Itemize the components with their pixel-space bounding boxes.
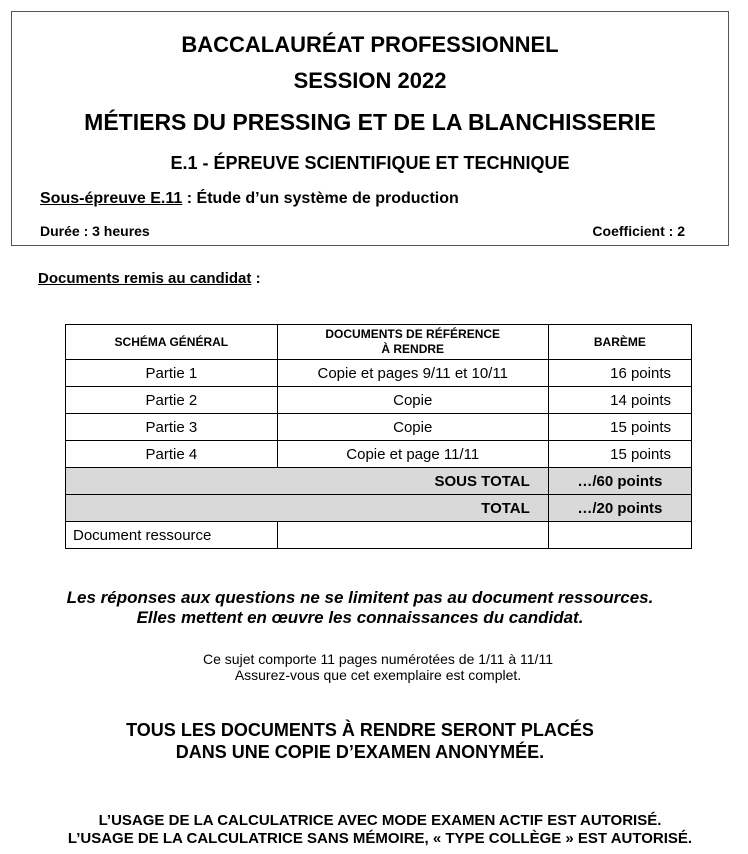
- exam-epreuve: E.1 - ÉPREUVE SCIENTIFIQUE ET TECHNIQUE: [170, 153, 570, 173]
- documents-heading-label: Documents remis au candidat: [38, 270, 252, 287]
- note-caps-2: DANS UNE COPIE D’EXAMEN ANONYMÉE.: [175, 742, 545, 762]
- total-row: [66, 495, 692, 522]
- bareme-table: [65, 324, 692, 549]
- row-docs: Copie et page 11/11: [277, 441, 548, 468]
- document-ressource-empty-cell: [548, 522, 691, 549]
- header-bareme: BARÈME: [548, 325, 691, 360]
- note-pages-1: Ce sujet comporte 11 pages numérotées de 1/11 à 11/11: [203, 651, 553, 667]
- note-calculator-2: L’USAGE DE LA CALCULATRICE SANS MÉMOIRE, « TYPE COLLÈGE » EST AUTORISÉ.: [67, 830, 693, 847]
- table-row: [66, 441, 692, 468]
- table-row: [66, 387, 692, 414]
- header-documents-line1: DOCUMENTS DE RÉFÉRENCE: [325, 327, 501, 341]
- document-ressource-label: Document ressource: [66, 522, 278, 549]
- row-bareme: 16 points: [548, 360, 691, 387]
- note-pages-2: Assurez-vous que cet exemplaire est complet.: [234, 667, 522, 683]
- exam-header-box: [11, 11, 729, 246]
- row-bareme: 15 points: [548, 414, 691, 441]
- note-caps-1: TOUS LES DOCUMENTS À RENDRE SERONT PLACÉS: [126, 720, 594, 740]
- row-docs: Copie et pages 9/11 et 10/11: [277, 360, 548, 387]
- note-italic-2: Elles mettent en œuvre les connaissances du candidat.: [136, 608, 584, 627]
- exam-specialty: MÉTIERS DU PRESSING ET DE LA BLANCHISSERIE: [84, 109, 656, 135]
- header-schema: SCHÉMA GÉNÉRAL: [66, 325, 278, 360]
- note-calculator-1: L’USAGE DE LA CALCULATRICE AVEC MODE EXAMEN ACTIF EST AUTORISÉ.: [98, 812, 662, 829]
- table-header-row: [66, 325, 692, 360]
- total-label: TOTAL: [66, 495, 549, 522]
- document-ressource-empty-cell: [277, 522, 548, 549]
- sous-epreuve-label: Sous-épreuve E.11: [40, 190, 183, 207]
- total-value: …/20 points: [548, 495, 691, 522]
- documents-heading-suffix: :: [251, 270, 261, 287]
- exam-session: SESSION 2022: [293, 68, 447, 93]
- sous-epreuve: [40, 190, 459, 208]
- row-schema: Partie 4: [66, 441, 278, 468]
- sous-total-row: [66, 468, 692, 495]
- table-row: [66, 414, 692, 441]
- document-ressource-row: [66, 522, 692, 549]
- duree: Durée : 3 heures: [40, 223, 150, 239]
- sous-epreuve-title: : Étude d’un système de production: [182, 190, 459, 207]
- row-bareme: 14 points: [548, 387, 691, 414]
- row-schema: Partie 2: [66, 387, 278, 414]
- row-docs: Copie: [277, 387, 548, 414]
- sous-total-label: SOUS TOTAL: [66, 468, 549, 495]
- row-bareme: 15 points: [548, 441, 691, 468]
- coefficient: Coefficient : 2: [592, 223, 685, 239]
- row-schema: Partie 1: [66, 360, 278, 387]
- note-italic-1: Les réponses aux questions ne se limitent pas au document ressources.: [66, 588, 654, 607]
- header-documents-line2: À RENDRE: [381, 342, 445, 356]
- exam-title: BACCALAURÉAT PROFESSIONNEL: [181, 32, 559, 57]
- row-docs: Copie: [277, 414, 548, 441]
- table-row: [66, 360, 692, 387]
- sous-total-value: …/60 points: [548, 468, 691, 495]
- header-documents: [277, 325, 548, 360]
- documents-heading: [38, 270, 261, 287]
- row-schema: Partie 3: [66, 414, 278, 441]
